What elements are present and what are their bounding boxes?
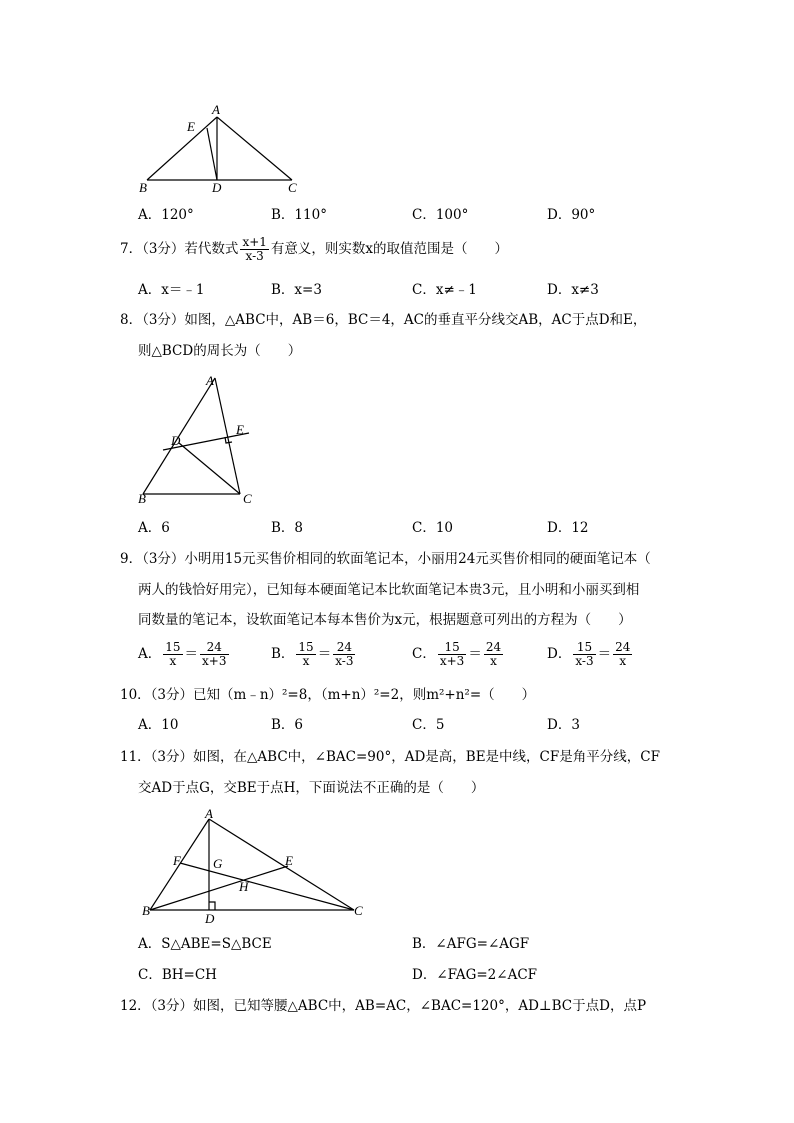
q9-a-ld: x bbox=[169, 654, 177, 668]
q11-label-C: C bbox=[354, 903, 363, 918]
q11-label-H: H bbox=[239, 879, 249, 894]
q9-line3: 同数量的笔记本，设软面笔记本每本售价为x元，根据题意可列出的方程为（ ） bbox=[138, 612, 632, 628]
q7-stem bbox=[120, 236, 508, 263]
q9-option-d-label: D． bbox=[547, 646, 572, 662]
q9-option-d bbox=[547, 641, 634, 668]
q11-line2: 交AD于点G，交BE于点H，下面说法不正确的是（ ） bbox=[138, 780, 485, 796]
q10-line1: 10．（3分）已知（m﹣n）²=8，（m+n）²=2，则m²+n²=（ ） bbox=[120, 687, 536, 703]
q10-option-a: A．10 bbox=[138, 717, 179, 733]
q7-option-d: D．x≠3 bbox=[547, 282, 599, 298]
q9-option-a bbox=[138, 641, 231, 668]
q6-option-b: B．110° bbox=[271, 207, 327, 223]
q9-c-rn: 24 bbox=[485, 640, 502, 654]
q8-option-d: D．12 bbox=[547, 520, 589, 536]
q9-c-ld: x+3 bbox=[439, 654, 465, 668]
q9-b-right-frac bbox=[333, 641, 355, 668]
q11-label-E: E bbox=[285, 853, 293, 868]
q9-a-right-frac bbox=[200, 641, 228, 668]
q6-label-A: A bbox=[212, 102, 220, 117]
q10-option-d: D．3 bbox=[547, 717, 580, 733]
q11-option-c: C．BH=CH bbox=[138, 967, 217, 983]
q8-label-D: D bbox=[171, 433, 181, 448]
q9-a-left-frac bbox=[163, 641, 182, 668]
q9-c-left-frac bbox=[438, 641, 466, 668]
q9-line2: 两人的钱恰好用完），已知每本硬面笔记本比软面笔记本贵3元，且小明和小丽买到相 bbox=[138, 582, 640, 598]
q9-b-ln: 15 bbox=[298, 640, 314, 654]
q6-option-a: A．120° bbox=[138, 207, 194, 223]
q7-fraction bbox=[240, 236, 268, 263]
q9-option-c-label: C． bbox=[412, 646, 436, 662]
q7-option-b: B．x=3 bbox=[271, 282, 322, 298]
q9-option-b-label: B． bbox=[271, 646, 295, 662]
q11-option-d: D．∠FAG=2∠ACF bbox=[412, 967, 538, 983]
q11-line1: 11．（3分）如图，在△ABC中，∠BAC=90°，AD是高，BE是中线，CF是角平分线，CF bbox=[120, 749, 660, 765]
q9-a-rn: 24 bbox=[200, 641, 228, 655]
q9-b-rn: 24 bbox=[333, 641, 355, 655]
q8-label-A: A bbox=[206, 373, 214, 388]
q9-c-right-frac bbox=[484, 641, 503, 668]
q6-figure bbox=[135, 100, 315, 200]
q8-label-C: C bbox=[243, 491, 252, 506]
q9-b-ld: x bbox=[302, 654, 310, 668]
q9-option-c bbox=[412, 641, 505, 668]
q7-option-c: C．x≠﹣1 bbox=[412, 282, 477, 298]
q9-line1: 9．（3分）小明用15元买售价相同的软面笔记本，小丽用24元买售价相同的硬面笔记本（ bbox=[120, 551, 651, 567]
q11-label-A: A bbox=[205, 806, 213, 821]
q11-label-G: G bbox=[213, 856, 223, 871]
q8-option-c: C．10 bbox=[412, 520, 454, 536]
q9-b-left-frac bbox=[296, 641, 315, 668]
q11-label-B: B bbox=[142, 903, 150, 918]
q12-line1: 12．（3分）如图，已知等腰△ABC中，AB=AC，∠BAC=120°，AD⊥BC于点D，点P bbox=[120, 998, 647, 1014]
q7-frac-num: x+1 bbox=[242, 235, 267, 249]
q8-option-b: B．8 bbox=[271, 520, 304, 536]
q7-option-a: A．x＝﹣1 bbox=[138, 282, 205, 298]
q9-a-rd: x+3 bbox=[202, 654, 227, 668]
q9-d-eq: ＝ bbox=[597, 646, 612, 662]
q7-frac-den: x-3 bbox=[245, 249, 264, 263]
q11-figure bbox=[138, 805, 378, 930]
q9-b-rd: x-3 bbox=[335, 654, 354, 668]
q7-suffix: 有意义，则实数x的取值范围是（ ） bbox=[270, 241, 509, 257]
q11-label-F: F bbox=[173, 853, 181, 868]
q8-option-a: A．6 bbox=[138, 520, 170, 536]
q10-option-b: B．6 bbox=[271, 717, 304, 733]
q8-figure bbox=[133, 366, 273, 511]
q9-a-eq: ＝ bbox=[184, 646, 199, 662]
q9-d-ld: x-3 bbox=[575, 654, 594, 668]
q6-label-C: C bbox=[288, 180, 297, 195]
q9-d-rn: 24 bbox=[615, 640, 631, 654]
q11-option-a: A．S△ABE=S△BCE bbox=[138, 936, 272, 952]
q9-d-right-frac bbox=[613, 641, 632, 668]
q9-d-rd: x bbox=[619, 654, 627, 668]
q8-line2: 则△BCD的周长为（ ） bbox=[138, 343, 302, 359]
q6-label-D: D bbox=[212, 180, 222, 195]
q11-label-D: D bbox=[205, 911, 215, 926]
q9-option-b bbox=[271, 641, 357, 668]
q9-b-eq: ＝ bbox=[317, 646, 332, 662]
q9-a-ln: 15 bbox=[165, 640, 181, 654]
q9-option-a-label: A． bbox=[138, 646, 162, 662]
q7-prefix: 7．（3分）若代数式 bbox=[120, 241, 239, 257]
q9-c-eq: ＝ bbox=[468, 646, 482, 662]
q8-label-B: B bbox=[138, 491, 146, 506]
q6-label-B: B bbox=[139, 180, 147, 195]
q6-label-E: E bbox=[187, 119, 195, 134]
q9-c-rd: x bbox=[490, 654, 497, 668]
q6-option-d: D．90° bbox=[547, 207, 596, 223]
q9-c-ln: 15 bbox=[438, 641, 466, 655]
q6-option-c: C．100° bbox=[412, 207, 469, 223]
q9-d-ln: 15 bbox=[573, 641, 595, 655]
q9-d-left-frac bbox=[573, 641, 595, 668]
q10-option-c: C．5 bbox=[412, 717, 445, 733]
q8-label-E: E bbox=[236, 422, 244, 437]
q8-line1: 8．（3分）如图，△ABC中，AB＝6，BC＝4，AC的垂直平分线交AB，AC于点D和E， bbox=[120, 312, 647, 328]
q11-option-b: B．∠AFG=∠AGF bbox=[412, 936, 530, 952]
